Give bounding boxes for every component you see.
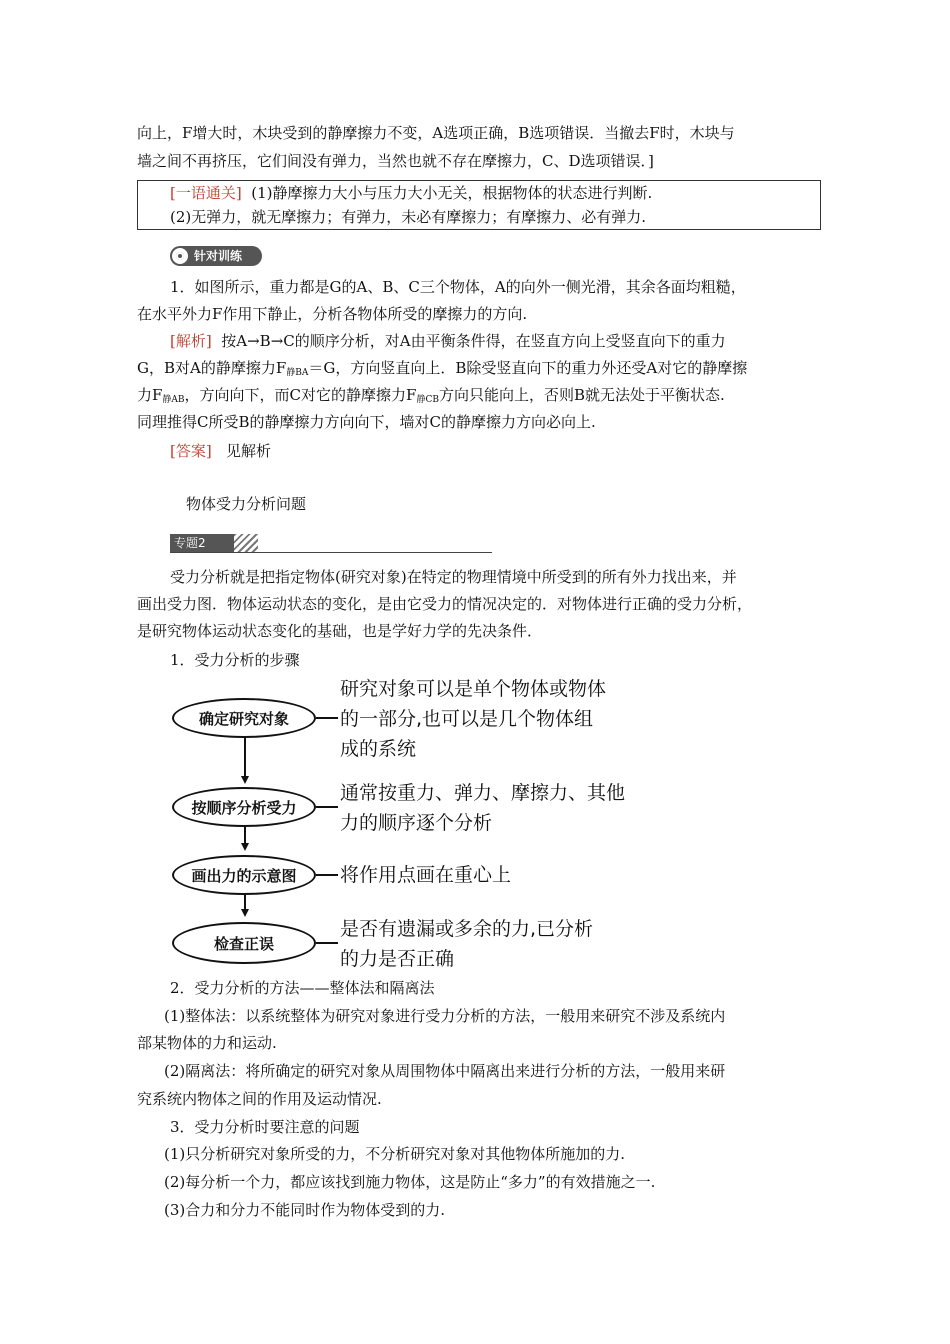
tip-line-2: (2)无弹力，就无摩擦力；有弹力，未必有摩擦力；有摩擦力、必有弹力. <box>170 208 647 226</box>
flow-node-4: 检查正误 <box>172 922 316 964</box>
flow-node-3: 画出力的示意图 <box>172 855 316 895</box>
answer-text: 见解析 <box>226 442 272 460</box>
flow-connector <box>316 806 338 808</box>
method-line: (2)隔离法：将所确定的研究对象从周围物体中隔离出来进行分析的方法，一般用来研 <box>164 1062 726 1080</box>
method-line: 究系统内物体之间的作用及运动情况. <box>137 1090 382 1108</box>
heading-notes: 3．受力分析时要注意的问题 <box>170 1118 360 1136</box>
flow-desc-3: 将作用点画在重心上 <box>340 864 512 886</box>
flow-desc-1: 研究对象可以是单个物体或物体 的一部分,也可以是几个物体组 成的系统 <box>340 678 607 760</box>
note-line: (3)合力和分力不能同时作为物体受到的力. <box>164 1201 446 1219</box>
flow-connector <box>316 717 338 719</box>
flow-connector <box>316 874 338 876</box>
tip-line-1 <box>170 183 652 203</box>
topic-rule <box>170 552 492 553</box>
analysis-line: G，B对A的静摩擦力$F_{静BA}=G$，方向竖直向上．B除受竖直向下的重力外还受A对它的静摩擦 <box>137 359 748 378</box>
question-line: 在水平外力F作用下静止，分析各物体所受的摩擦力的方向. <box>137 305 528 323</box>
intro-line: 画出受力图．物体运动状态的变化，是由它受力的情况决定的．对物体进行正确的受力分析， <box>137 595 753 613</box>
method-line: 部某物体的力和运动. <box>137 1034 277 1052</box>
flow-node-1: 确定研究对象 <box>172 698 316 738</box>
note-line: (1)只分析研究对象所受的力，不分析研究对象对其他物体所施加的力. <box>164 1145 626 1163</box>
target-icon <box>172 248 188 264</box>
method-line: (1)整体法：以系统整体为研究对象进行受力分析的方法，一般用来研究不涉及系统内 <box>164 1007 726 1025</box>
intro-line: 是研究物体运动状态变化的基础，也是学好力学的先决条件． <box>137 622 543 640</box>
arrow-down-icon <box>241 843 249 851</box>
analysis-line: 同理推得C所受B的静摩擦力方向向下，墙对C的静摩擦力方向必向上. <box>137 413 596 431</box>
tip-tag: [一语通关] <box>170 184 242 202</box>
answer-tag: [答案] <box>170 442 212 460</box>
answer-line <box>170 441 271 461</box>
analysis-tag: [解析] <box>170 332 212 350</box>
training-badge <box>170 246 262 266</box>
flow-desc-4: 是否有遗漏或多余的力,已分析 的力是否正确 <box>340 918 594 970</box>
paragraph-line: 墙之间不再挤压，它们间没有弹力，当然也就不存在摩擦力，C、D选项错误．] <box>137 152 654 170</box>
tip-text-1: (1)静摩擦力大小与压力大小无关，根据物体的状态进行判断. <box>251 184 653 202</box>
flow-desc-2: 通常按重力、弹力、摩擦力、其他 力的顺序逐个分析 <box>340 782 626 834</box>
section-title: 物体受力分析问题 <box>186 495 307 513</box>
flow-node-2: 按顺序分析受力 <box>172 787 316 827</box>
training-badge-label: 针对训练 <box>194 249 243 263</box>
analysis-text: 按A→B→C的顺序分析，对A由平衡条件得，在竖直方向上受竖直向下的重力 <box>221 332 726 350</box>
question-line: 1．如图所示，重力都是G的A、B、C三个物体，A的向外一侧光滑，其余各面均粗糙， <box>170 278 746 296</box>
analysis-line <box>170 331 726 351</box>
note-line: (2)每分析一个力，都应该找到施力物体，这是防止“多力”的有效措施之一. <box>164 1173 656 1191</box>
arrow-down-icon <box>241 776 249 784</box>
topic-stripes <box>234 534 258 552</box>
flow-connector <box>316 942 338 944</box>
analysis-line: 力$F_{静AB}$，方向向下，而C对它的静摩擦力$F_{静CB}$方向只能向上，否则B就无法处于平衡状态. <box>137 386 725 405</box>
intro-line: 受力分析就是把指定物体(研究对象)在特定的物理情境中所受到的所有外力找出来，并 <box>170 568 737 586</box>
paragraph-line: 向上，F增大时，木块受到的静摩擦力不变，A选项正确，B选项错误．当撤去F时，木块与 <box>137 124 735 142</box>
topic-badge: 专题2 <box>170 534 234 552</box>
flow-arrow-line <box>244 738 246 778</box>
arrow-down-icon <box>241 909 249 917</box>
heading-steps: 1．受力分析的步骤 <box>170 651 300 669</box>
heading-methods: 2．受力分析的方法——整体法和隔离法 <box>170 979 435 997</box>
